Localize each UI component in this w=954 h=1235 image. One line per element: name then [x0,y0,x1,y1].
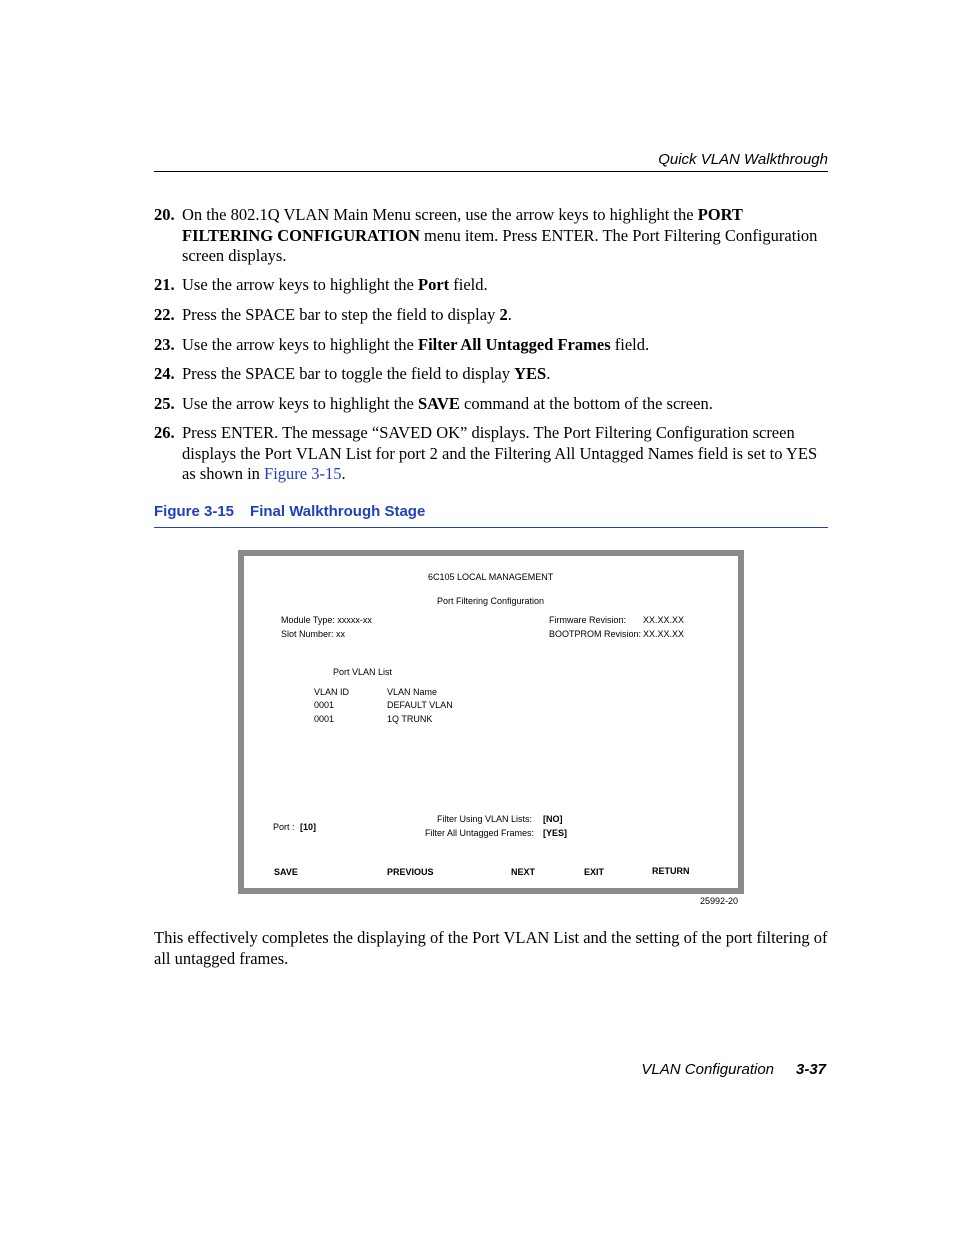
step-26 [154,423,828,485]
figure-name: Final Walkthrough Stage [250,503,426,520]
step-number: 22. [154,305,175,324]
vlan-id-cell: 0001 [314,714,335,724]
filter-vlan-label: Filter Using VLAN Lists: [437,814,533,824]
bold-term: SAVE [418,394,460,413]
figure-caption [154,503,425,520]
step-number: 21. [154,275,175,294]
bold-term: YES [514,364,547,383]
step-text [182,364,828,385]
step-text [182,305,828,326]
screen-subtitle: Port Filtering Configuration [437,596,545,606]
closing-paragraph: This effectively completes the displaying of the Port VLAN List and the setting of the port filtering of all untagged frames. [154,928,828,968]
bold-term: PORT FILTERING CONFIGURATION [182,205,743,245]
list-title: Port VLAN List [333,667,393,677]
header-rule [154,171,828,172]
vlan-id-cell: 0001 [314,700,335,710]
bold-term: Port [418,275,450,294]
step-number: 23. [154,335,175,354]
step-number: 25. [154,394,175,413]
figure-link[interactable]: Figure 3-15 [264,464,342,483]
column-vlan-name: VLAN Name [387,687,438,697]
page-number: 3-37 [796,1061,827,1078]
step-20 [154,205,828,267]
figure-label: Figure 3-15 [154,503,235,520]
vlan-name-cell: DEFAULT VLAN [387,700,453,710]
save-command[interactable]: SAVE [274,867,298,877]
step-number: 24. [154,364,175,383]
exit-command[interactable]: EXIT [584,867,605,877]
step-number: 20. [154,205,175,224]
bold-term: Filter All Untagged Frames [418,335,611,354]
vlan-name-cell: 1Q TRUNK [387,714,433,724]
untagged-label: Filter All Untagged Frames: [425,828,535,838]
text-run: Use the arrow keys to highlight the [182,394,418,413]
step-24 [154,364,828,385]
step-25 [154,394,828,415]
figure-rule [154,527,828,528]
footer-section: VLAN Configuration [641,1061,774,1078]
terminal-screen [238,550,744,894]
text-run: Press the SPACE bar to toggle the field to display [182,364,515,383]
column-vlan-id: VLAN ID [314,687,350,697]
text-run: field. [610,335,650,354]
step-text [182,205,828,267]
running-header: Quick VLAN Walkthrough [658,151,828,168]
bootprom-value: XX.XX.XX [643,629,685,639]
step-text [182,394,828,415]
module-type: Module Type: xxxxx-xx [281,615,372,625]
previous-command[interactable]: PREVIOUS [387,867,434,877]
step-23 [154,335,828,356]
filter-vlan-field[interactable]: [NO] [543,814,563,824]
bold-term: 2 [499,305,508,324]
port-label: Port : [273,822,295,832]
text-run: Press ENTER. The message “SAVED OK” displays. The Port Filtering Configuration screen displays the Port VLAN List for port 2 and the Filtering All Untagged Names field is set to YES as shown in [182,423,818,483]
text-run: On the 802.1Q VLAN Main Menu screen, use the arrow keys to highlight the [182,205,698,224]
firmware-label: Firmware Revision: [549,615,627,625]
next-command[interactable]: NEXT [511,867,536,877]
step-22 [154,305,828,326]
text-run: . [341,464,346,483]
return-command[interactable]: RETURN [652,866,690,876]
step-text [182,423,828,485]
step-21 [154,275,828,296]
figure-id: 25992-20 [700,896,739,906]
text-run: menu item. Press ENTER. The Port Filtering Configuration screen displays. [182,225,818,265]
text-run: . [507,305,512,324]
untagged-field[interactable]: [YES] [543,828,568,838]
text-run: Use the arrow keys to highlight the [182,275,418,294]
port-field[interactable]: [10] [300,822,317,832]
step-text [182,275,828,296]
slot-number: Slot Number: xx [281,629,346,639]
text-run: Press the SPACE bar to step the field to display [182,305,500,324]
text-run: Use the arrow keys to highlight the [182,335,418,354]
step-number: 26. [154,423,175,442]
screen-title: 6C105 LOCAL MANAGEMENT [428,572,554,582]
text-run: . [546,364,551,383]
firmware-value: XX.XX.XX [643,615,685,625]
text-run: command at the bottom of the screen. [459,394,713,413]
bootprom-label: BOOTPROM Revision: [549,629,642,639]
step-text [182,335,828,356]
text-run: field. [449,275,488,294]
